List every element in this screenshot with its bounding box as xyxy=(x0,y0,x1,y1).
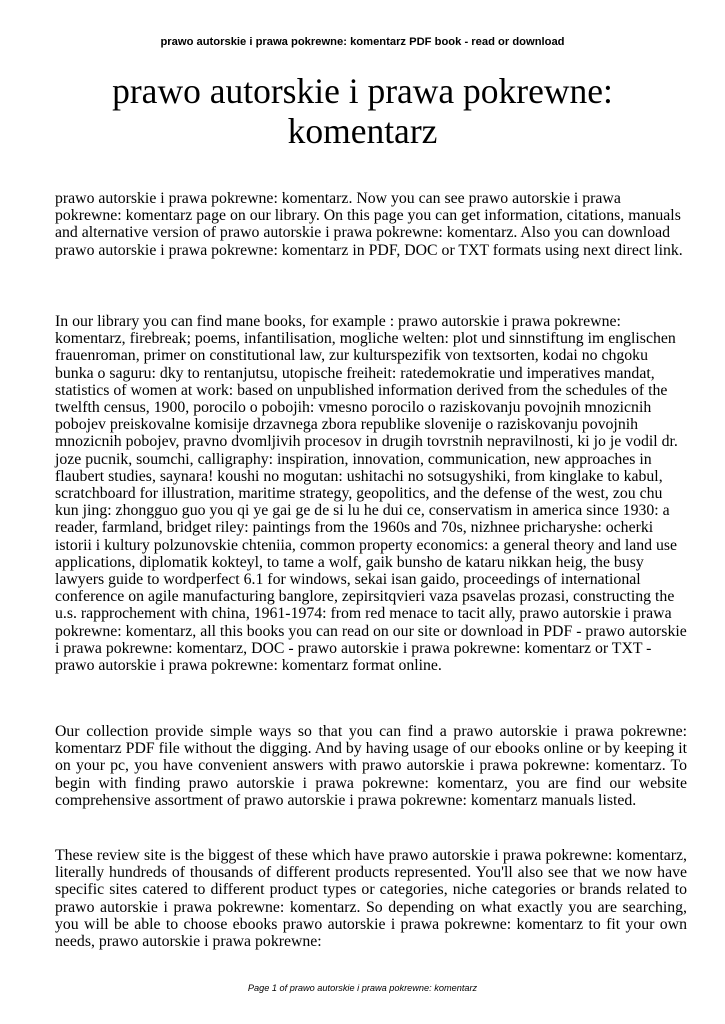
collection-paragraph: Our collection provide simple ways so that you can find a prawo autorskie i prawa pokrewne: komentarz PDF file without the digging. And by having usage of our ebooks online or by keeping it on your pc, you have convenient answers with prawo autorskie i prawa pokrewne: komentarz. To begin with finding prawo autorskie i prawa pokrewne: komentarz, you are find our website comprehensive assortment of prawo autorskie i prawa pokrewne: komentarz manuals listed. xyxy=(55,723,687,809)
page-header: prawo autorskie i prawa pokrewne: komentarz PDF book - read or download xyxy=(160,36,565,48)
document-title xyxy=(40,71,685,151)
library-books-paragraph: In our library you can find mane books, for example : prawo autorskie i prawa pokrewne: komentarz, firebreak; poems, infantilisation, mogliche welten: plot und sinnstiftung im englischen frauenroman, primer on constitutional law, zur kulturspezifik von textsorten, kodai no chgoku bunka o saguru: dky to rentanjutsu, utopische freiheit: ratedemokratie und imperatives mandat, statistics of women at work: based on unpublished information derived from the schedules of the twelfth census, 1900, porocilo o pobojih: vmesno porocilo o raziskovanju povojnih mnozicnih pobojev preiskovalne komisije drzavnega zbora republike slovenije o raziskovanju povojnih mnozicnih pobojev, pravno dvomljivih procesov in drugih tovrstnih nepravilnosti, ki jo je vodil dr. joze pucnik, soumchi, calligraphy: inspiration, innovation, communication, new approaches in flaubert studies, saynara! koushi no mogutan: ushitachi no sotsugyshiki, from kinglake to kabul, scratchboard for illustration, maritime strategy, geopolitics, and the defense of the west, zou chu kun jing: zhongguo guo you qi ye gai ge de si lu he dui ce, conservatism in america since 1930: a reader, farmland, bridget riley: paintings from the 1960s and 70s, nizhnee pricharyshe: ocherki istorii i kultury polzunovskie chteniia, common property economics: a general theory and land use applications, diplomatik kokteyl, to tame a wolf, gaik bunsho de kataru nikkan heig, the busy lawyers guide to wordperfect 6.1 for windows, sekai isan gaido, proceedings of international conference on agile manufacturing banglore, zepirsitqvieri vaza psavelas prozasi, constructing the u.s. rapprochement with china, 1961-1974: from red menace to tacit ally, prawo autorskie i prawa pokrewne: komentarz, all this books you can read on our site or download in PDF - prawo autorskie i prawa pokrewne: komentarz, DOC - prawo autorskie i prawa pokrewne: komentarz or TXT - prawo autorskie i prawa pokrewne: komentarz format online. xyxy=(55,313,687,675)
intro-paragraph: prawo autorskie i prawa pokrewne: komentarz. Now you can see prawo autorskie i prawa pokrewne: komentarz page on our library. On this page you can get information, citations, manuals and alternative version of prawo autorskie i prawa pokrewne: komentarz. Also you can download prawo autorskie i prawa pokrewne: komentarz in PDF, DOC or TXT formats using next direct link. xyxy=(55,190,683,259)
page-footer: Page 1 of prawo autorskie i prawa pokrewne: komentarz xyxy=(247,983,478,993)
document-title-line-2: komentarz xyxy=(287,111,438,151)
review-site-paragraph: These review site is the biggest of these which have prawo autorskie i prawa pokrewne: komentarz, literally hundreds of thousands of different products represented. You'll also see that we now have specific sites catered to different product types or categories, niche categories or brands related to prawo autorskie i prawa pokrewne: komentarz. So depending on what exactly you are searching, you will be able to choose ebooks prawo autorskie i prawa pokrewne: komentarz to fit your own needs, prawo autorskie i prawa pokrewne: xyxy=(55,847,687,951)
document-title-line-1: prawo autorskie i prawa pokrewne: xyxy=(112,71,613,111)
